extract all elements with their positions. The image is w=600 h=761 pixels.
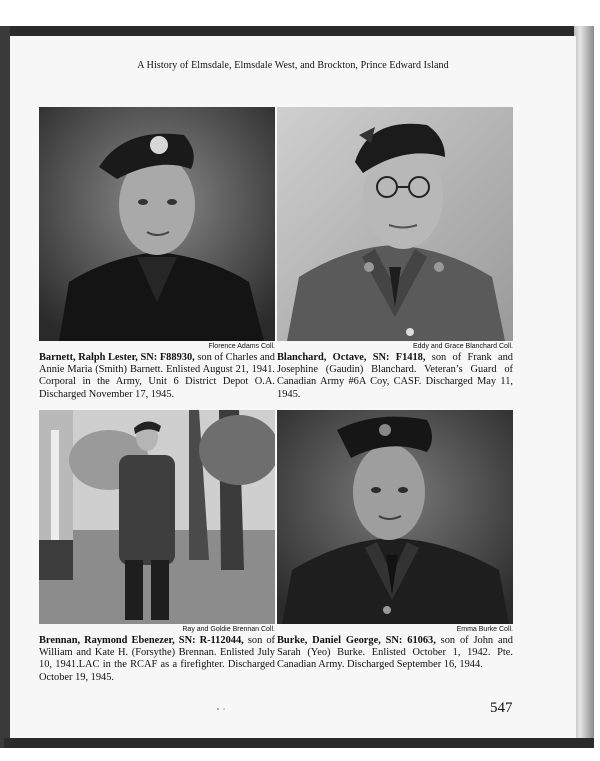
book-page xyxy=(10,36,576,738)
entry-name: Barnett, Ralph Lester, SN: F88930, xyxy=(39,352,195,363)
portrait-photo xyxy=(39,410,275,624)
book-edge-top xyxy=(0,26,594,36)
photo-credit: Ray and Goldie Brennan Coll. xyxy=(182,626,275,633)
entry-name: Burke, Daniel George, SN: 61063, xyxy=(277,635,436,646)
photo-credit: Emma Burke Coll. xyxy=(456,626,513,633)
portrait-photo xyxy=(39,107,275,341)
photo-credit: Eddy and Grace Blanchard Coll. xyxy=(413,343,513,350)
entry-barnett xyxy=(39,107,275,401)
page-number: 547 xyxy=(490,700,513,716)
entry-name: Brennan, Raymond Ebenezer, SN: R-112044, xyxy=(39,635,244,646)
entry-caption xyxy=(277,352,513,401)
entry-burke xyxy=(277,410,513,672)
entry-details: son of John and Sarah (Yeo) Burke. Enlisted October 1, 1942. Pte. Canadian Army. Discharged September 16, 1944. xyxy=(277,635,513,671)
portrait-photo xyxy=(277,410,513,624)
entry-caption xyxy=(39,635,275,684)
entry-details: son of Frank and Josephine (Gaudin) Blanchard. Veteran’s Guard of Canadian Army #6A Coy, CASF. Discharged May 11, 1945. xyxy=(277,352,513,400)
entry-caption xyxy=(277,635,513,672)
portrait-photo xyxy=(277,107,513,341)
entry-caption xyxy=(39,352,275,401)
running-head: A History of Elmsdale, Elmsdale West, and Brockton, Prince Edward Island xyxy=(137,60,449,71)
entry-blanchard xyxy=(277,107,513,401)
book-edge-bottom xyxy=(4,738,594,748)
book-edge-right xyxy=(574,26,594,740)
photo-credit: Florence Adams Coll. xyxy=(208,343,275,350)
entry-name: Blanchard, Octave, SN: F1418, xyxy=(277,352,426,363)
entry-brennan xyxy=(39,410,275,684)
entry-details: son of Charles and Annie Maria (Smith) Barnett. Enlisted August 21, 1941. Corporal in the Army, Unit 6 District Depot O.A. Discharged November 17, 1945. xyxy=(39,352,275,400)
entry-details: son of William and Kate H. (Forsythe) Brennan. Enlisted July 10, 1941.LAC in the RCAF as a firefighter. Discharged October 19, 1945. xyxy=(39,635,275,683)
book-edge-left xyxy=(0,26,10,748)
paper-specks xyxy=(210,706,250,712)
